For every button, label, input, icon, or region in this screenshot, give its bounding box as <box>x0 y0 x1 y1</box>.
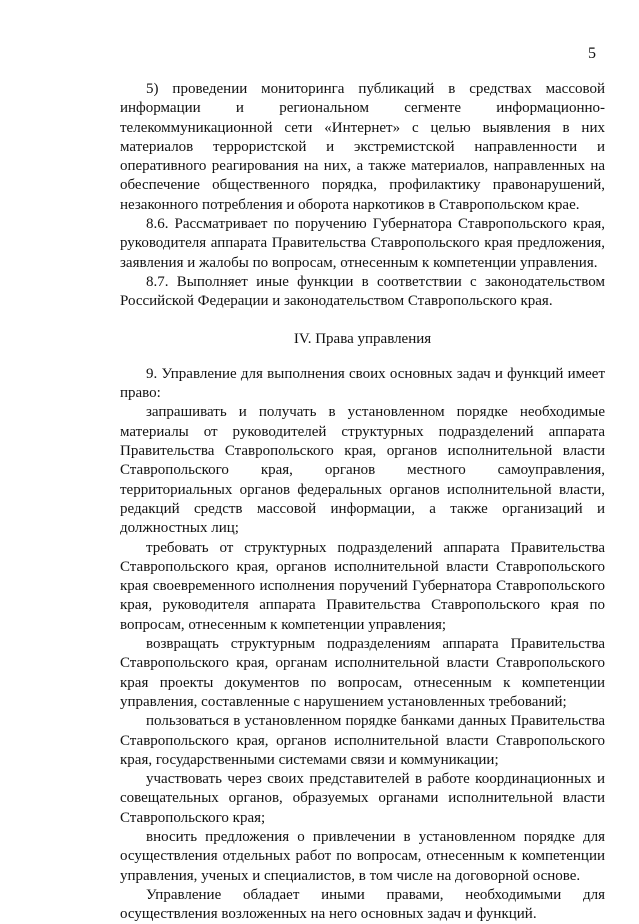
right-use-databases: пользоваться в установленном порядке банками данных Правительства Ставропольского края, органов исполнительной власти Ставропольского края, государственными системами связи и коммуникации; <box>120 713 605 768</box>
paragraph-9: 9. Управление для выполнения своих основных задач и функций имеет право: <box>120 365 605 402</box>
section-heading: IV. Права управления <box>293 330 432 347</box>
paragraph-other-rights: Управление обладает иными правами, необходимыми для осуществления возложенных на него основных задач и функций. <box>120 886 605 923</box>
right-request-materials: запрашивать и получать в установленном порядке необходимые материалы от руководителей структурных подразделений аппарата Правительства Ставропольского края, органов исполнительной власти Ставропольского края, органов местного самоуправления, территориальных органов федеральных органов исполнительной власти, редакций средств массовой информации, а также организаций и должностных лиц; <box>120 404 605 537</box>
paragraph-8-6: 8.6. Рассматривает по поручению Губернатора Ставропольского края, руководителя аппарата Правительства Ставропольского края предложения, заявления и жалобы по вопросам, отнесенным к компетенции управления. <box>120 216 605 271</box>
right-involve-specialists: вносить предложения о привлечении в установленном порядке для осуществления отдельных работ по вопросам, отнесенным к компетенции управления, ученых и специалистов, в том числе на договорной основе. <box>120 828 605 884</box>
right-return-documents: возвращать структурным подразделениям аппарата Правительства Ставропольского края, органам исполнительной власти Ставропольского края проекты документов по вопросам, отнесенным к компетенции управления, составленные с нарушением установленных требований; <box>120 636 605 710</box>
paragraph-8-7: 8.7. Выполняет иные функции в соответствии с законодательством Российской Федерации и законодательством Ставропольского края. <box>120 273 605 310</box>
right-participate-bodies: участвовать через своих представителей в работе координационных и совещательных органов, образуемых органами исполнительной власти Ставропольского края; <box>120 771 605 826</box>
paragraph-item-5: 5) проведении мониторинга публикаций в средствах массовой информации и региональном сегменте информационно-телекоммуникационной сети «Интернет» с целью выявления в них материалов террористской и экстремистской направленности и оперативного реагирования на них, а также материалов, направленных на обеспечение общественного порядка, профилактику правонарушений, незаконного потребления и оборота наркотиков в Ставропольском крае. <box>120 81 605 213</box>
right-demand-execution: требовать от структурных подразделений аппарата Правительства Ставропольского края, органов исполнительной власти Ставропольского края своевременного исполнения поручений Губернатора Ставропольского края, руководителя аппарата Правительства Ставропольского края по вопросам, отнесенным к компетенции управления; <box>120 539 605 633</box>
page-number: 5 <box>588 45 596 62</box>
document-body <box>120 80 605 924</box>
